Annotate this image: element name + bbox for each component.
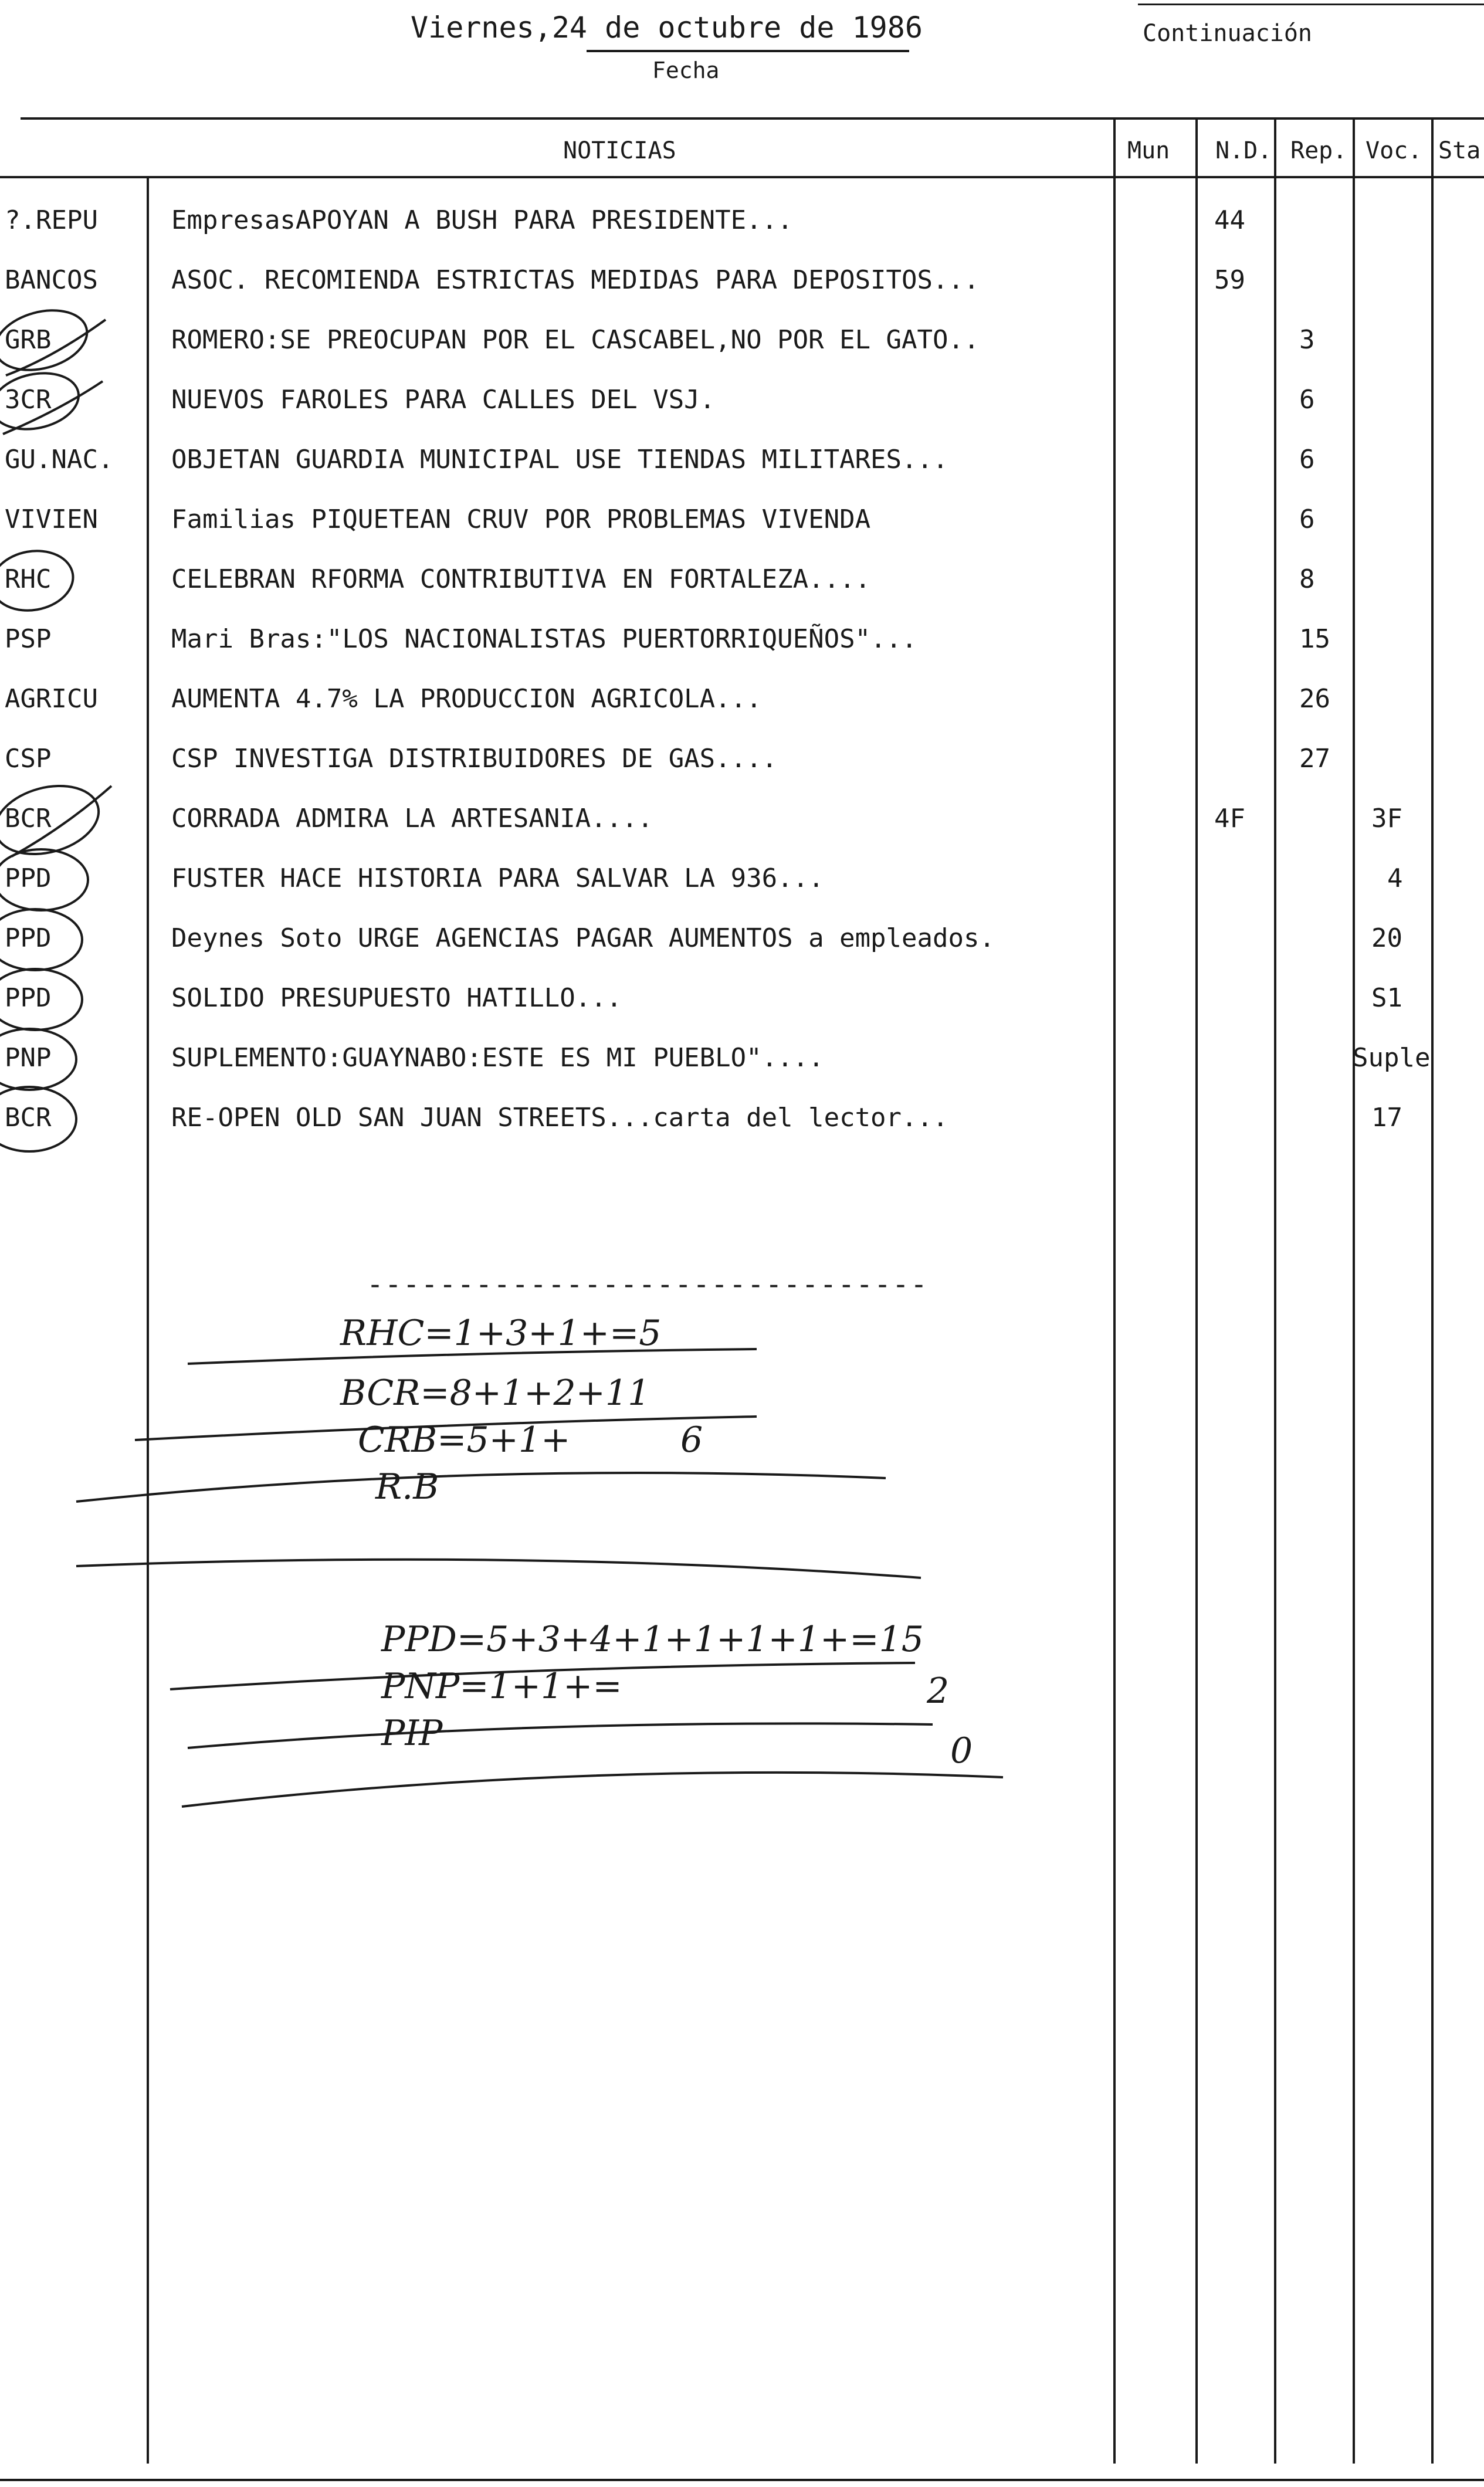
row-headline: CELEBRAN RFORMA CONTRIBUTIVA EN FORTALEZA.... [171, 564, 871, 594]
row-code: GRB [5, 325, 52, 355]
row-voc: S1 [1371, 983, 1402, 1013]
handwritten-tally: R.B [375, 1466, 439, 1507]
col-header-nd: N.D. [1215, 137, 1272, 164]
row-code: GU.NAC. [5, 445, 114, 475]
row-code: PPD [5, 923, 52, 953]
row-code: ?.REPU [5, 205, 98, 235]
circle-mark [0, 1087, 76, 1151]
handwritten-tally: RHC=1+3+1+=5 [340, 1313, 662, 1354]
row-code: CSP [5, 744, 52, 774]
row-rep: 6 [1299, 504, 1315, 534]
row-rep: 26 [1299, 684, 1330, 714]
row-rep: 15 [1299, 624, 1330, 654]
circle-mark [0, 1029, 76, 1090]
row-code: BANCOS [5, 265, 98, 295]
row-code: PNP [5, 1043, 52, 1073]
col-header-rep: Rep. [1290, 137, 1347, 164]
row-nd: 44 [1214, 205, 1245, 235]
row-code: BCR [5, 804, 52, 833]
row-code: PPD [5, 983, 52, 1013]
handwritten-tally-total: 6 [680, 1419, 703, 1461]
col-header-mun: Mun [1127, 137, 1170, 164]
handwritten-tally-total: 2 [927, 1671, 950, 1712]
row-headline: NUEVOS FAROLES PARA CALLES DEL VSJ. [171, 385, 716, 415]
circle-mark [0, 849, 88, 910]
row-rep: 8 [1299, 564, 1315, 594]
row-headline: CORRADA ADMIRA LA ARTESANIA.... [171, 804, 653, 833]
circle-mark [0, 969, 82, 1030]
row-code: PSP [5, 624, 52, 654]
handwritten-tally: PIP [381, 1713, 443, 1754]
hand-underline [76, 1473, 886, 1502]
row-voc: 20 [1371, 923, 1402, 953]
handwritten-tally: PPD=5+3+4+1+1+1+1+=15 [381, 1619, 924, 1660]
col-header-voc: Voc. [1366, 137, 1422, 164]
row-headline: Deynes Soto URGE AGENCIAS PAGAR AUMENTOS a empleados. [171, 923, 995, 953]
handwritten-tally-total: 0 [950, 1730, 973, 1771]
col-header-noticias: NOTICIAS [563, 137, 676, 164]
row-headline: CSP INVESTIGA DISTRIBUIDORES DE GAS.... [171, 744, 778, 774]
row-headline: ROMERO:SE PREOCUPAN POR EL CASCABEL,NO POR EL GATO.. [171, 325, 980, 355]
row-headline: RE-OPEN OLD SAN JUAN STREETS...carta del lector... [171, 1103, 948, 1133]
hand-underline [182, 1773, 1003, 1807]
row-code: VIVIEN [5, 504, 98, 534]
row-nd: 4F [1214, 804, 1245, 833]
strike-mark [3, 381, 103, 434]
row-rep: 3 [1299, 325, 1315, 355]
row-code: AGRICU [5, 684, 98, 714]
separator-line: ------------------------------- [367, 1268, 929, 1301]
handwritten-tally: CRB=5+1+ [358, 1419, 571, 1461]
row-voc: Suple [1353, 1043, 1431, 1073]
row-code: RHC [5, 564, 52, 594]
row-headline: FUSTER HACE HISTORIA PARA SALVAR LA 936... [171, 863, 824, 893]
col-header-sta: Sta [1438, 137, 1481, 164]
row-voc: 17 [1371, 1103, 1402, 1133]
row-code: 3CR [5, 385, 52, 415]
row-voc: 4 [1387, 863, 1403, 893]
continuation-label: Continuación [1143, 20, 1312, 47]
row-rep: 6 [1299, 385, 1315, 415]
row-headline: Familias PIQUETEAN CRUV POR PROBLEMAS VIVENDA [171, 504, 871, 534]
row-headline: AUMENTA 4.7% LA PRODUCCION AGRICOLA... [171, 684, 762, 714]
row-code: PPD [5, 863, 52, 893]
hand-underline [76, 1560, 921, 1578]
strike-mark [6, 320, 106, 375]
circle-mark [0, 301, 94, 380]
circle-mark [0, 545, 78, 617]
row-nd: 59 [1214, 265, 1245, 295]
row-code: BCR [5, 1103, 52, 1133]
row-headline: EmpresasAPOYAN A BUSH PARA PRESIDENTE... [171, 205, 793, 235]
row-headline: Mari Bras:"LOS NACIONALISTAS PUERTORRIQUEÑOS"... [171, 624, 917, 654]
row-headline: ASOC. RECOMIENDA ESTRICTAS MEDIDAS PARA DEPOSITOS... [171, 265, 980, 295]
row-voc: 3F [1371, 804, 1402, 833]
circle-mark [0, 909, 82, 970]
row-rep: 27 [1299, 744, 1330, 774]
row-headline: SOLIDO PRESUPUESTO HATILLO... [171, 983, 622, 1013]
handwritten-tally: BCR=8+1+2+11 [340, 1373, 650, 1414]
row-rep: 6 [1299, 445, 1315, 475]
hand-underline [188, 1723, 933, 1748]
row-headline: SUPLEMENTO:GUAYNABO:ESTE ES MI PUEBLO".... [171, 1043, 824, 1073]
handwritten-tally: PNP=1+1+= [381, 1666, 622, 1707]
row-headline: OBJETAN GUARDIA MUNICIPAL USE TIENDAS MILITARES... [171, 445, 948, 475]
document-date: Viernes,24 de octubre de 1986 [411, 11, 923, 45]
date-caption: Fecha [652, 57, 720, 83]
